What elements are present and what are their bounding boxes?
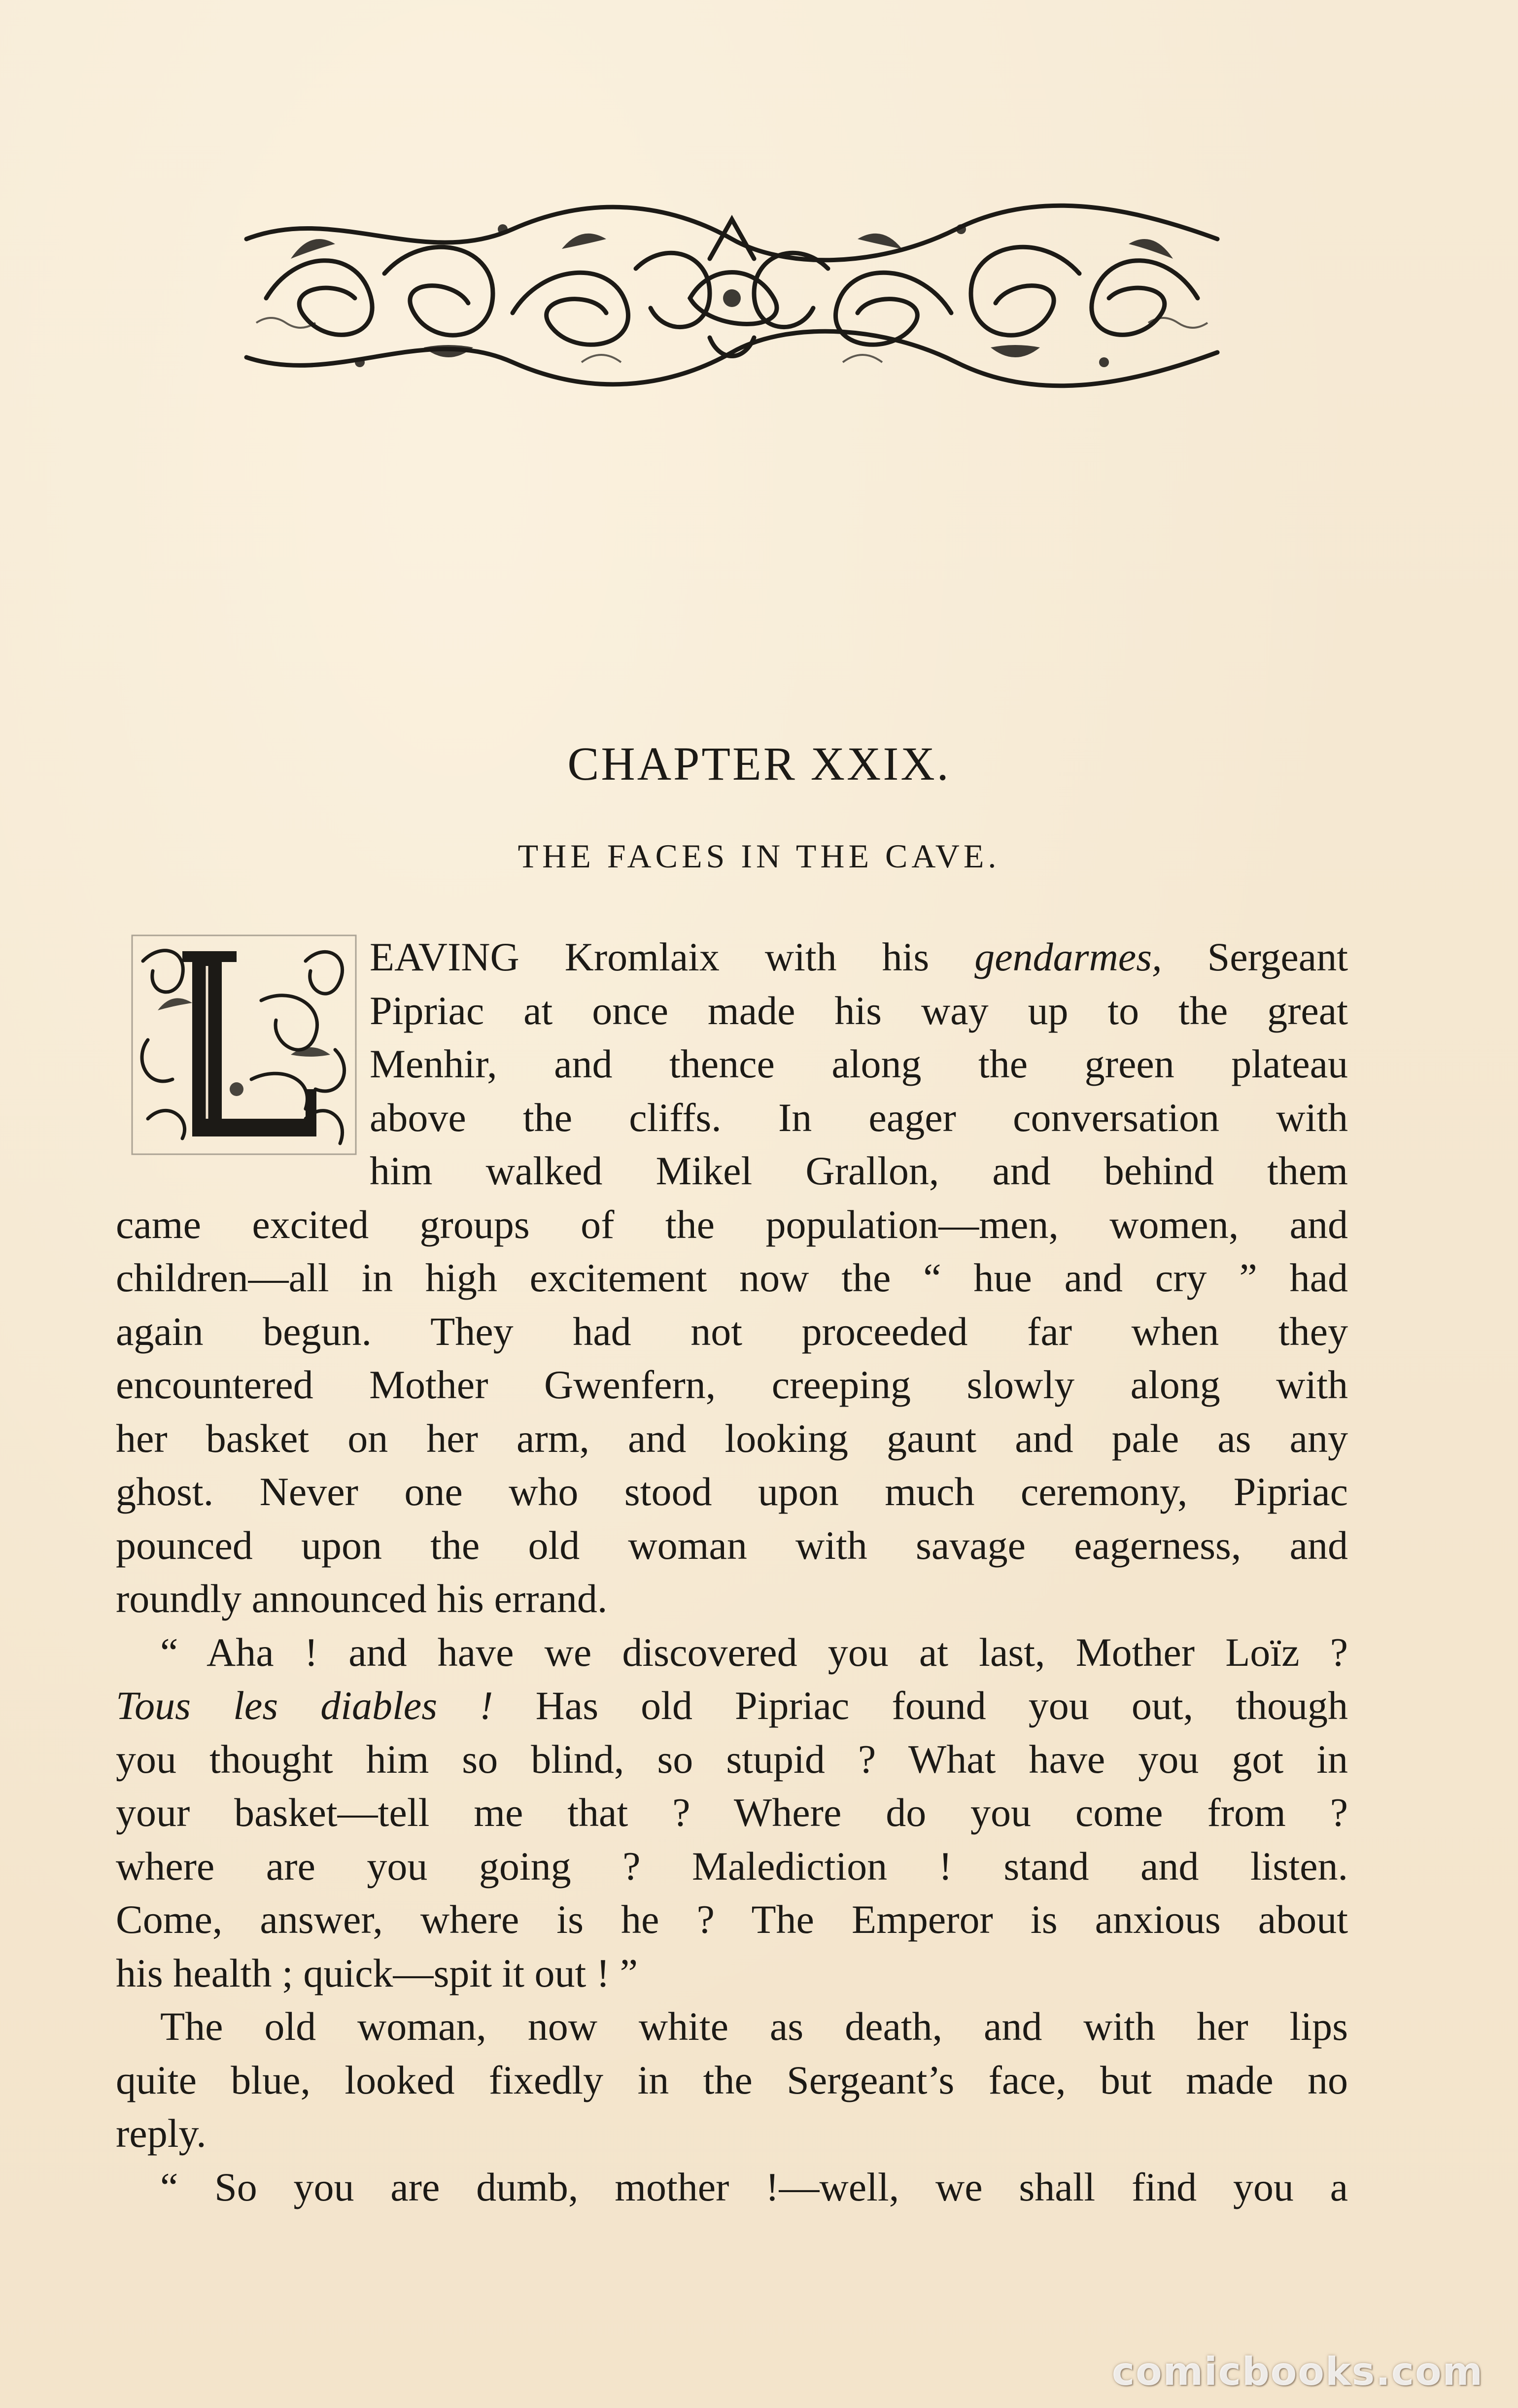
text-line: “ Aha ! and have we discovered you at last, Mother Loïz ? <box>160 1629 1348 1675</box>
chapter-subtitle: THE FACES IN THE CAVE. <box>518 837 1000 875</box>
text-line: quite blue, looked fixedly in the Sergeant’s face, but made no <box>116 2057 1348 2102</box>
text-line: where are you going ? Malediction ! stand and listen. <box>116 1843 1348 1889</box>
text-line: again begun. They had not proceeded far when they <box>116 1308 1348 1354</box>
text-line: EAVING Kromlaix with his gendarmes, Sergeant <box>370 934 1348 979</box>
text-line: you thought him so blind, so stupid ? What have you got in <box>116 1736 1348 1782</box>
text-line: above the cliffs. In eager conversation with <box>370 1095 1348 1140</box>
text-line: ghost. Never one who stood upon much ceremony, Pipriac <box>116 1469 1348 1514</box>
body-text <box>116 930 1348 2214</box>
text-line: came excited groups of the population—men, women, and <box>116 1202 1348 1247</box>
chapter-title: CHAPTER XXIX. <box>567 737 951 790</box>
watermark: comicbooks.com <box>1111 2350 1484 2394</box>
ornamental-headpiece <box>237 200 1227 392</box>
text-line: The old woman, now white as death, and with her lips <box>160 2004 1348 2049</box>
text-line: children—all in high excitement now the “ hue and cry ” had <box>116 1255 1348 1300</box>
text-line: him walked Mikel Grallon, and behind them <box>370 1148 1348 1193</box>
text-line: “ So you are dumb, mother !—well, we shall find you a <box>160 2164 1348 2209</box>
text-line: reply. <box>116 2111 207 2156</box>
text-line: roundly announced his errand. <box>116 1576 608 1621</box>
text-line: pounced upon the old woman with savage eagerness, and <box>116 1522 1348 1568</box>
text-line: Pipriac at once made his way up to the great <box>370 988 1348 1033</box>
text-line: your basket—tell me that ? Where do you come from ? <box>116 1790 1348 1835</box>
text-line: her basket on her arm, and looking gaunt and pale as any <box>116 1415 1348 1461</box>
text-line: Tous les diables ! Has old Pipriac found you out, though <box>116 1683 1348 1728</box>
text-line: encountered Mother Gwenfern, creeping slowly along with <box>116 1362 1348 1407</box>
text-line: Menhir, and thence along the green plateau <box>370 1041 1348 1086</box>
text-line: his health ; quick—spit it out ! ” <box>116 1950 638 1995</box>
text-line: Come, answer, where is he ? The Emperor is anxious about <box>116 1897 1348 1942</box>
